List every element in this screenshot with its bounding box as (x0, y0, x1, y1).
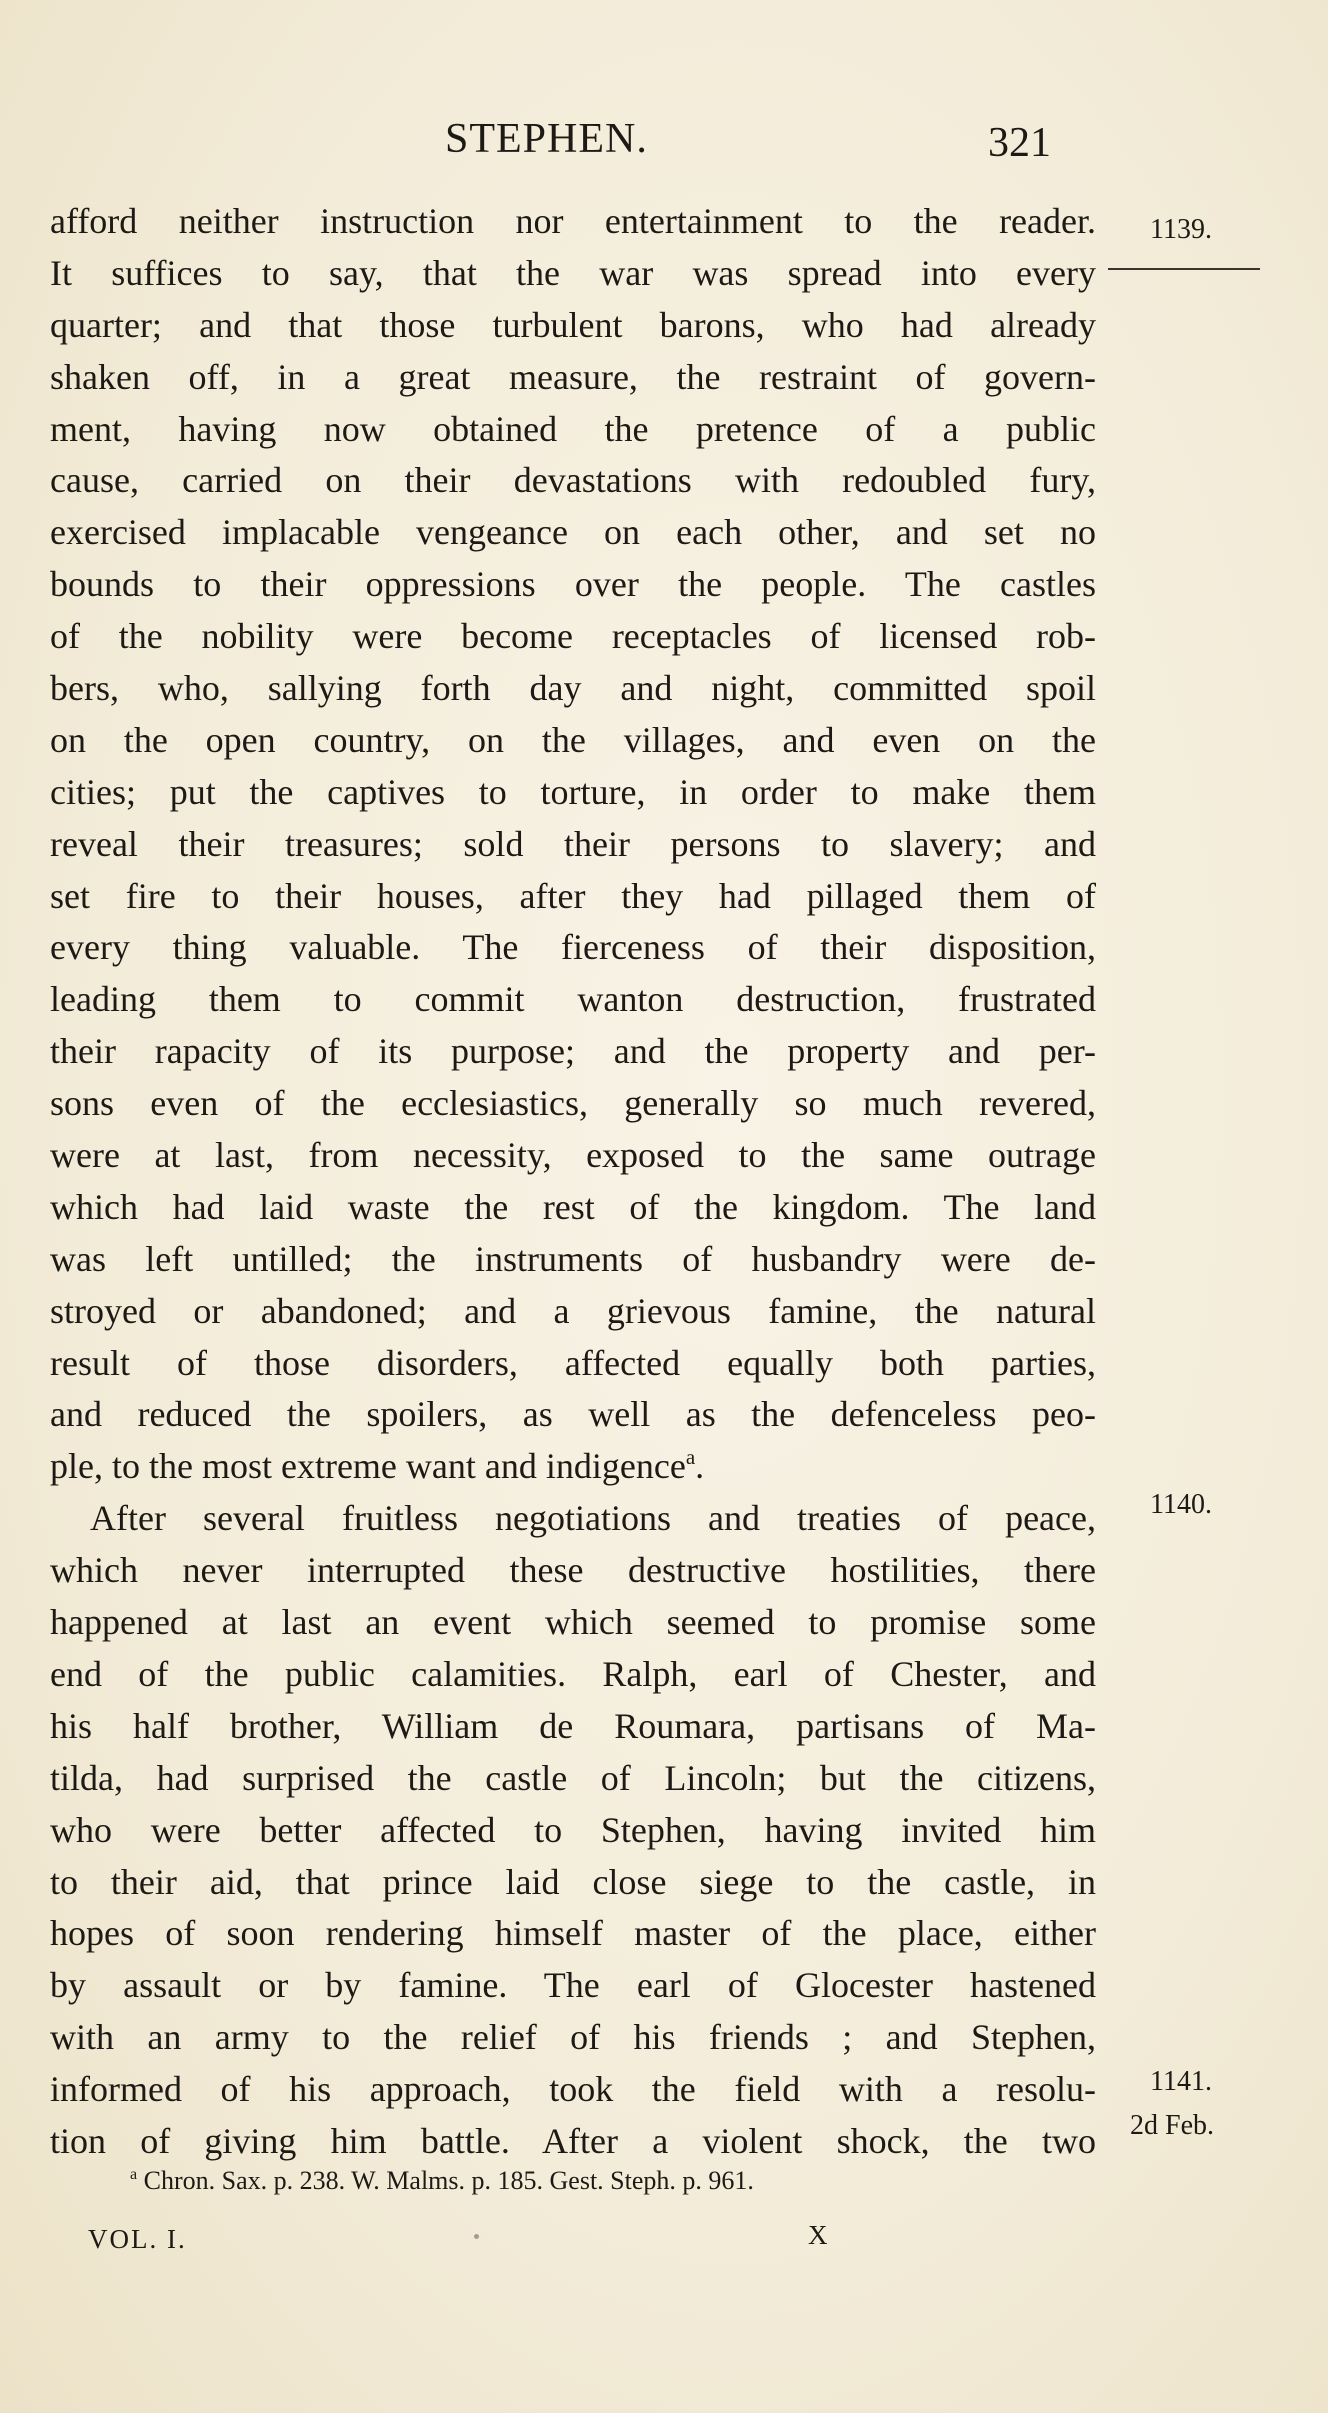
body-line: result of those disorders, affected equally both parties, (50, 1342, 1096, 1383)
body-line: which had laid waste the rest of the kingdom. The land (50, 1186, 1096, 1227)
body-line-paragraph-end (50, 1441, 1096, 1493)
body-line: stroyed or abandoned; and a grievous famine, the natural (50, 1290, 1096, 1331)
margin-year-1141: 1141. (1150, 2066, 1212, 2097)
body-line-text: ple, to the most extreme want and indigence (50, 1446, 686, 1487)
body-line: which never interrupted these destructive hostilities, there (50, 1550, 1096, 1591)
body-line: by assault or by famine. The earl of Glocester hastened (50, 1965, 1096, 2006)
body-line-paragraph-start: After several fruitless negotiations and treaties of peace, (90, 1498, 1096, 1539)
body-line: reveal their treasures; sold their persons to slavery; and (50, 823, 1096, 864)
body-line: bers, who, sallying forth day and night, committed spoil (50, 668, 1096, 709)
body-line: shaken off, in a great measure, the restraint of govern- (50, 356, 1096, 397)
body-line: every thing valuable. The fierceness of their disposition, (50, 927, 1096, 968)
body-line: ment, having now obtained the pretence of a public (50, 408, 1096, 449)
body-line: was left untilled; the instruments of husbandry were de- (50, 1238, 1096, 1279)
body-line: afford neither instruction nor entertainment to the reader. (50, 201, 1096, 241)
margin-year-1139: 1139. (1150, 214, 1212, 245)
body-line: tilda, had surprised the castle of Lincoln; but the citizens, (50, 1757, 1096, 1798)
body-line: who were better affected to Stephen, having invited him (50, 1809, 1096, 1850)
body-line: leading them to commit wanton destruction, frustrated (50, 979, 1096, 1020)
body-text (50, 196, 1096, 2168)
footnote-mark: a (130, 2166, 138, 2183)
body-line: his half brother, William de Roumara, partisans of Ma- (50, 1705, 1096, 1746)
body-line: cause, carried on their devastations with redoubled fury, (50, 460, 1096, 501)
footnote (130, 2163, 754, 2199)
body-line: bounds to their oppressions over the people. The castles (50, 564, 1096, 605)
margin-date-feb: 2d Feb. (1130, 2110, 1214, 2141)
body-line: informed of his approach, took the field with a resolu- (50, 2069, 1096, 2110)
body-line: end of the public calamities. Ralph, earl of Chester, and (50, 1653, 1096, 1694)
body-line: to their aid, that prince laid close siege to the castle, in (50, 1861, 1096, 1902)
body-line: sons even of the ecclesiastics, generally so much revered, (50, 1083, 1096, 1124)
running-title: STEPHEN. (445, 116, 648, 162)
body-line: quarter; and that those turbulent barons, who had already (50, 304, 1096, 345)
volume-signature: VOL. I. (88, 2224, 187, 2254)
body-line: with an army to the relief of his friends ; and Stephen, (50, 2017, 1096, 2058)
body-line: exercised implacable vengeance on each other, and set no (50, 512, 1096, 553)
body-line: and reduced the spoilers, as well as the defenceless peo- (50, 1394, 1096, 1435)
body-line: on the open country, on the villages, and even on the (50, 719, 1096, 760)
footnote-reference-period: . (695, 1446, 705, 1487)
body-line: happened at last an event which seemed to promise some (50, 1602, 1096, 1643)
body-line: of the nobility were become receptacles of licensed rob- (50, 616, 1096, 657)
body-line: tion of giving him battle. After a violent shock, the two (50, 2120, 1096, 2161)
body-line: were at last, from necessity, exposed to the same outrage (50, 1135, 1096, 1176)
body-line: their rapacity of its purpose; and the property and per- (50, 1031, 1096, 1072)
body-line: It suffices to say, that the war was spread into every (50, 252, 1096, 293)
body-line: hopes of soon rendering himself master of the place, either (50, 1913, 1096, 1954)
ink-speck (474, 2234, 479, 2239)
footnote-reference-mark: a (685, 1445, 696, 1470)
margin-rule (1108, 268, 1260, 270)
page-number: 321 (988, 120, 1051, 166)
body-line: set fire to their houses, after they had pillaged them of (50, 875, 1096, 916)
body-line: cities; put the captives to torture, in order to make them (50, 771, 1096, 812)
signature-mark: X (808, 2220, 828, 2250)
footnote-text: Chron. Sax. p. 238. W. Malms. p. 185. Gest. Steph. p. 961. (143, 2166, 754, 2195)
margin-year-1140: 1140. (1150, 1489, 1212, 1520)
